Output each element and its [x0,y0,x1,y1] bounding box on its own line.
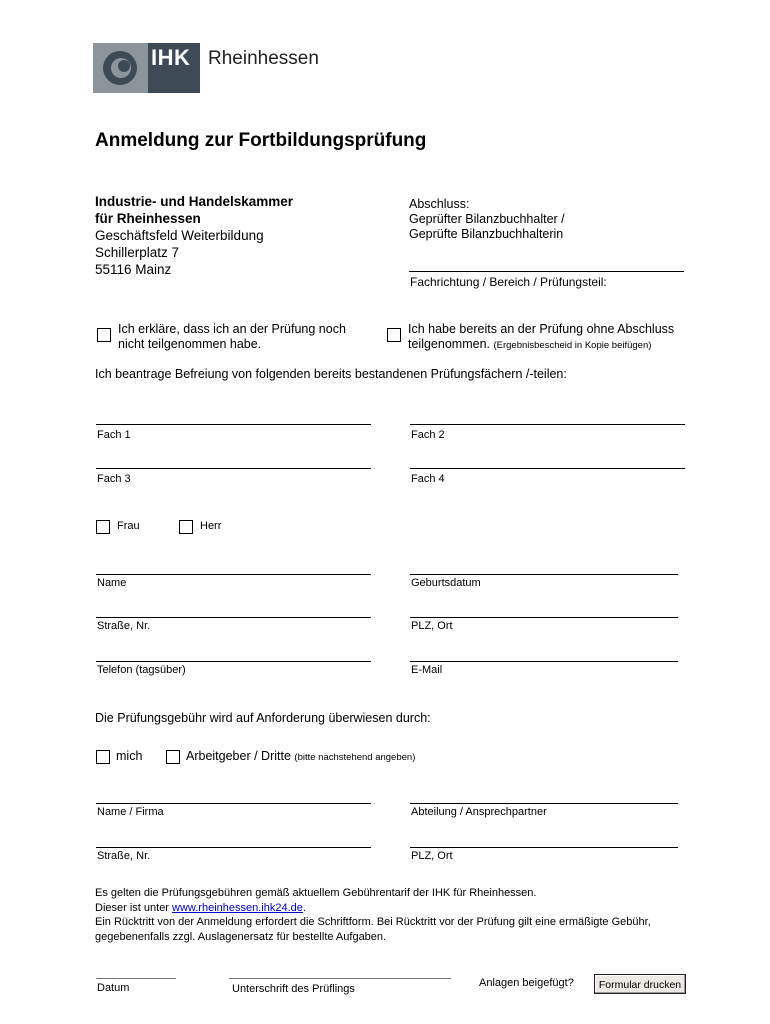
checkbox-already-participated[interactable] [387,328,401,342]
address-line-1: Industrie- und Handelskammer [95,194,294,209]
notes-line-2-suffix: . [302,901,306,914]
abteilung-field[interactable] [410,803,678,804]
address-line-4: Schillerplatz 7 [95,245,180,260]
abschluss-label: Abschluss: [409,197,470,211]
payer-plz-ort-field[interactable] [410,847,678,848]
checkbox-arbeitgeber[interactable] [166,750,180,764]
arbeitgeber-label [186,749,415,765]
payment-text: Die Prüfungsgebühr wird auf Anforderung überwiesen durch: [95,711,431,725]
declaration-already-participated [408,322,674,353]
address-line-5: 55116 Mainz [95,262,172,277]
geburtsdatum-label: Geburtsdatum [411,577,481,589]
fach-4-label: Fach 4 [411,473,445,485]
abschluss-line-2: Geprüfte Bilanzbuchhalterin [409,227,564,241]
datum-label: Datum [97,982,130,994]
fach-2-field[interactable] [410,424,685,425]
fach-2-label: Fach 2 [411,429,445,441]
plz-ort-field[interactable] [410,617,678,618]
fach-1-label: Fach 1 [97,429,131,441]
print-form-button[interactable]: Formular drucken [594,974,686,994]
frau-label: Frau [117,520,140,532]
notes-line-1: Es gelten die Prüfungsgebühren gemäß aktuellem Gebührentarif der IHK für Rheinhessen. [95,887,537,899]
exemption-text: Ich beantrage Befreiung von folgenden bereits bestandenen Prüfungsfächern /-teilen: [95,367,567,381]
geburtsdatum-field[interactable] [410,574,678,575]
fee-notes [95,886,651,944]
checkbox-herr[interactable] [179,520,193,534]
ihk-emblem-icon [101,49,139,87]
payer-strasse-label: Straße, Nr. [97,850,151,862]
page-title: Anmeldung zur Fortbildungsprüfung [95,130,427,151]
notes-line-2-prefix: Dieser ist unter [95,901,173,914]
signature-field[interactable] [229,978,451,979]
notes-line-3: Ein Rücktritt von der Anmeldung erfordert die Schriftform. Bei Rücktritt vor der Prüfung gilt eine ermäßigte Gebühr, [95,916,651,928]
fach-3-field[interactable] [96,468,371,469]
checkbox-not-participated[interactable] [97,328,111,342]
mich-label: mich [116,749,143,763]
fachrichtung-field[interactable] [409,271,684,272]
datum-field[interactable] [96,978,176,979]
declaration-1-line-1: Ich erkläre, dass ich an der Prüfung noch [118,322,346,336]
notes-line-4: gegebenenfalls zzgl. Auslagenersatz für bestellte Aufgaben. [95,930,387,943]
name-field[interactable] [96,574,371,575]
declaration-2-line-1: Ich habe bereits an der Prüfung ohne Abschluss [408,322,675,336]
ihk-website-link[interactable]: www.rheinhessen.ihk24.de [172,901,303,914]
firma-field[interactable] [96,803,371,804]
signature-label: Unterschrift des Prüflings [232,983,355,995]
payer-plz-ort-label: PLZ, Ort [411,850,453,862]
declaration-2-note: (Ergebnisbescheid in Kopie beifügen) [493,340,652,351]
payer-strasse-field[interactable] [96,847,371,848]
declaration-not-participated [118,322,346,352]
checkbox-frau[interactable] [96,520,110,534]
email-field[interactable] [410,661,678,662]
arbeitgeber-note: (bitte nachstehend angeben) [294,752,416,763]
email-label: E-Mail [411,664,443,676]
strasse-field[interactable] [96,617,371,618]
plz-ort-label: PLZ, Ort [411,620,453,632]
notes-line-2 [95,901,651,916]
fachrichtung-label: Fachrichtung / Bereich / Prüfungsteil: [410,275,607,289]
fach-3-label: Fach 3 [97,473,131,485]
address-line-3: Geschäftsfeld Weiterbildung [95,228,264,243]
strasse-label: Straße, Nr. [97,620,151,632]
abschluss-line-1: Geprüfter Bilanzbuchhalter / [409,212,565,226]
anlagen-label: Anlagen beigefügt? [479,977,574,989]
telefon-field[interactable] [96,661,371,662]
declaration-2-line-2 [408,337,674,353]
firma-label: Name / Firma [97,806,164,818]
logo-region-text: Rheinhessen [208,48,319,69]
checkbox-mich[interactable] [96,750,110,764]
telefon-label: Telefon (tagsüber) [97,664,186,676]
fach-1-field[interactable] [96,424,371,425]
abschluss-block [409,197,565,242]
herr-label: Herr [200,520,222,532]
address-line-2: für Rheinhessen [95,211,201,226]
declaration-2-text: teilgenommen. [408,337,490,351]
arbeitgeber-text: Arbeitgeber / Dritte [186,749,291,763]
abteilung-label: Abteilung / Ansprechpartner [411,806,547,818]
logo-ihk-text: IHK [151,45,191,70]
declaration-1-line-2: nicht teilgenommen habe. [118,337,262,351]
recipient-address [95,193,293,278]
fach-4-field[interactable] [410,468,685,469]
name-label: Name [97,577,127,589]
